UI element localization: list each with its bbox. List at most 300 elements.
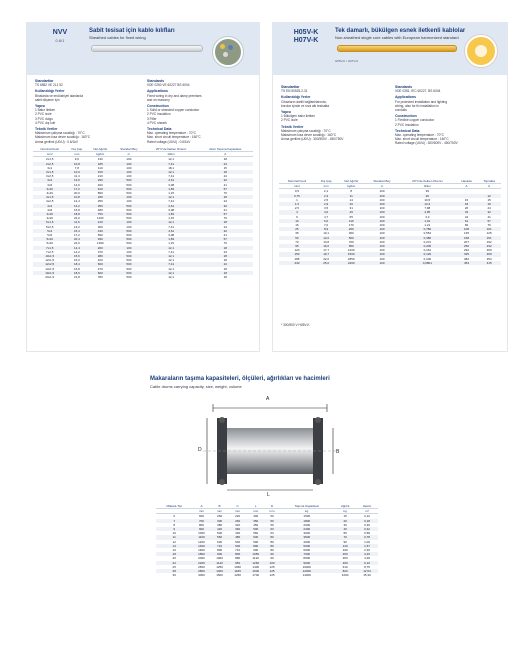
catalog-page-cable-drums [150,376,384,666]
table-cell: 12,1 [145,195,198,199]
table-cell: 4 [279,210,315,214]
product-code: H05V-K H07V-K [293,29,319,44]
spec-text: VDE 0281, IEC 60227, BS 6004 [395,89,441,94]
table-cell: 100 [365,210,399,214]
column-unit: m³ [356,509,378,514]
column-header: B [211,504,229,509]
dimension-label-b: B [336,449,340,455]
column-unit: mm [211,509,229,514]
table-cell: 100 [379,197,385,202]
table-cell: 309 [477,252,501,256]
table-cell: 10x1,5 [33,254,66,258]
table-cell: 13,8 [323,239,330,244]
page-title: Tek damarlı, bükülgen esnek iletkenli kablolar [335,28,466,34]
table-cell: 2000 [198,556,205,561]
table-cell: 380 [87,254,113,258]
spec-block [147,89,255,102]
table-cell: 7,41 [168,249,175,254]
spec-block [395,129,503,146]
table-cell: 24 [198,262,253,266]
table-cell: 80 [270,539,274,544]
spec-heading: Standards [147,79,165,83]
spec-text: 1 Solid or stranded copper conductor 2 PVC insulation 3 Filler 4 PVC sheath [147,108,200,125]
table-cell: 19,5 [424,197,431,202]
drum-spec-table [156,504,378,577]
spec-block [281,110,389,123]
spec-heading: Standartlar [35,79,54,83]
table-cell: 15 [487,197,491,202]
cable-spec-table [33,147,253,279]
table-cell: 76 [223,241,227,246]
spec-left-column [281,85,389,143]
spec-block [281,85,389,93]
table-cell: 420 [211,527,229,531]
column-unit: mm [265,509,280,514]
table-cell: 24 [223,249,227,254]
table-cell: 1500 [216,573,223,578]
table-cell: 18 [198,246,253,250]
table-cell: 100 [365,252,399,256]
single-core-cable-icon [465,35,497,67]
table-cell: 1,83 [145,212,198,216]
column-header: D [265,504,280,509]
table-cell: 260 [334,552,356,556]
table-cell: 300 [211,519,229,523]
column-header: L [247,504,265,509]
table-cell: 12 [477,194,501,198]
table-cell: 470 [97,266,103,271]
table-cell: 2x2,5 [33,162,66,166]
table-cell: 15,8 [73,207,80,212]
spec-right-column [147,79,255,146]
column-header: Net Ağırlık [337,179,365,184]
column-unit: mm [229,509,247,514]
table-cell: 7 [156,519,192,523]
spec-heading: Construction [395,114,417,119]
table-cell: 950 [229,561,247,565]
spec-heading: Teknik Veriler [35,127,58,132]
table-cell: 3000 [303,531,311,536]
table-cell: 600 [229,544,247,548]
table-cell: 7,98 [424,206,431,211]
spec-block [35,89,143,102]
table-cell: 41 [223,233,227,238]
table-cell: 430 [87,229,113,233]
table-footnote: * 300/500 V H05V-K [281,323,310,327]
table-cell: 57 [198,237,253,241]
table-cell: 3x4 [33,178,66,182]
table-cell: 7,41 [168,174,175,179]
table-cell: 710 [235,548,241,553]
table-cell: 14,6 [73,182,80,187]
table-cell: 20 [337,202,365,206]
table-cell: 100 [126,249,132,254]
table-cell: 100 [365,244,399,248]
table-cell: 350 [87,204,113,208]
spec-heading: Technical Data [147,127,172,132]
table-cell: 950 [337,244,365,248]
table-cell: 1000 [198,531,205,536]
table-cell: 15 [223,165,227,170]
table-cell: 39 [425,189,429,194]
column-header: Taşıma Kapasitesi [279,504,334,509]
table-cell: 630 [247,535,265,539]
column-unit: m [365,184,399,189]
column-header: Akım Taşıma Kapasitesi [198,147,253,152]
table-cell: 10,8 [66,195,87,199]
column-header: Ağırlık [334,504,356,509]
table-cell: 353 [486,256,492,261]
table-cell: 12,1 [168,157,175,162]
table-cell: 0,12 [364,514,370,519]
table-cell: 1200 [347,248,355,253]
table-cell: 800 [198,522,204,527]
table-cell: 3x1 [47,165,53,170]
table-cell: 500 [217,531,223,536]
table-cell: 12,54 [356,569,378,573]
table-cell: 360 [348,231,354,236]
table-cell: 20 [334,519,356,523]
table-cell: 450 [253,522,259,527]
spec-right-column [395,85,503,148]
spec-text: Binalarda ve endüstriyel alanlarda sabit döşeme için [35,93,84,102]
page-title: Makaraların taşıma kapasiteleri, ölçüleri, ağırlıkları ve hacimleri [150,376,330,382]
table-cell: 350 [247,519,265,523]
table-cell: 370 [97,249,103,254]
table-cell: 900 [211,552,229,556]
table-cell: 6 [173,514,176,519]
table-cell: 500 [126,191,132,196]
table-cell: 630 [217,539,223,544]
table-cell: 12,1 [168,275,175,280]
table-cell: 100 [126,157,132,162]
table-cell: 292 [464,248,470,253]
table-cell: 800 [217,548,223,553]
column-unit: mm [66,152,87,157]
table-cell: 151 [477,236,501,240]
table-cell: 1100 [97,216,104,221]
table-cell: 4,7 [324,214,329,219]
table-cell: 20,0 [73,191,80,196]
table-cell: 50 [265,519,280,523]
column-unit: Ω/km [399,184,456,189]
table-cell: 590 [97,233,103,238]
spec-heading: Applications [395,95,417,100]
table-cell: 41 [223,207,227,212]
table-cell: 500 [113,204,145,208]
table-cell: 24 [487,206,491,211]
table-cell: 1200 [198,539,205,544]
table-cell: 240 [279,261,315,265]
table-cell: 900 [253,548,259,553]
page-subtitle: Sheathed cables for fixed wiring [89,35,146,40]
table-cell: 8 [350,189,353,194]
table-cell: 12x2,5 [33,262,66,266]
table-cell: 125 [265,569,280,573]
column-unit: A [456,184,478,189]
table-cell: 7,41 [168,224,175,229]
table-cell: 6 [296,214,298,219]
table-cell: 25 [172,564,176,569]
table-cell: 18 [198,195,253,199]
table-cell: 12,4 [73,199,80,204]
table-cell: 170 [348,223,354,228]
column-header: 20°C'de İletken Direnci [145,147,198,152]
table-cell: 560 [253,531,259,536]
table-cell: 18,6 [66,271,87,275]
table-cell: 700 [348,239,354,244]
table-cell: 26 [399,194,456,198]
table-cell: 82 [464,223,469,228]
spec-block [35,79,143,87]
table-row [33,275,253,279]
column-unit: kg [279,509,334,514]
table-cell: 1500 [303,514,311,519]
table-cell: 430 [235,531,241,536]
table-cell: 11 [337,194,365,198]
table-cell: 22,0 [323,256,330,261]
table-cell: 8,9 [315,227,337,231]
column-unit: kg/km [87,152,113,157]
table-cell: 12,1 [168,266,175,271]
table-cell: 500 [126,258,132,263]
table-cell: 300 [97,224,103,229]
table-cell: 22,0 [73,216,80,221]
table-cell: 95 [279,244,315,248]
table-cell: 1,91 [399,219,456,223]
table-cell: 2,9 [315,202,337,206]
table-cell: 1390 [96,241,104,246]
table-cell: 500 [126,207,132,212]
table-cell: 2,3 [315,194,337,198]
cable-cross-section-icon [213,37,243,67]
dimension-label-d: D [198,447,202,453]
table-cell: 100 [113,170,145,174]
table-cell: 9,6 [74,157,79,162]
table-cell: 5x10 [33,237,66,241]
column-header: C [229,504,247,509]
table-cell: 530 [235,539,241,544]
table-cell: 3,3 [425,214,430,219]
column-header: 20°C'de İletken Direnci [399,179,456,184]
table-cell: 7,41 [168,199,175,204]
table-cell: 0,75 [279,194,315,198]
column-unit: mm [192,509,210,514]
table-cell: 80 [270,548,274,553]
table-cell: 210 [87,220,113,224]
table-cell: 500 [113,237,145,241]
table-cell: 500 [113,178,145,182]
table-cell: 90 [265,552,280,556]
table-cell: 12,4 [66,246,87,250]
table-cell: 7000 [279,552,334,556]
table-cell: 350 [342,556,348,561]
table-cell: 4,61 [145,204,198,208]
table-cell: 1000 [216,556,223,561]
table-cell: 1800 [192,552,210,556]
table-cell: 150 [87,170,113,174]
table-cell: 600 [87,271,113,275]
table-cell: 500 [126,216,132,221]
table-cell: 12,1 [168,258,175,263]
table-cell: 7,8 [74,165,79,170]
table-cell: 3,5 [324,206,329,211]
table-cell: 1800 [279,519,334,523]
table-cell: 76 [223,191,227,196]
table-cell: 16,0 [73,258,80,263]
table-cell: 800 [229,552,247,556]
table-cell: 100 [365,227,399,231]
table-cell: 18 [223,275,227,280]
spec-block [147,104,255,125]
table-cell: 18 [198,254,253,258]
table-cell: 0,5 [294,189,300,194]
table-cell: 80 [265,544,280,548]
table-cell: 108 [456,227,478,231]
product-voltage: 0.6/1 [55,38,65,43]
table-cell: 3x10 [33,187,66,191]
spec-text: Max. operating temperature : 70°C Max. short circuit temperature : 160°C Rated voltage (U0/U) : 0.6/1kV [147,131,201,144]
table-cell: 1850 [347,256,355,261]
table-cell: 13,2 [73,224,80,229]
table-cell: 24 [223,174,227,179]
table-cell: 140 [334,544,356,548]
table-cell: 32 [198,204,253,208]
table-cell: 100 [379,214,385,219]
table-cell: 12,1 [145,271,198,275]
table-cell: 710 [211,544,229,548]
table-cell: 0,78 [356,535,378,539]
table-cell: 16,0 [315,244,337,248]
table-cell: 500 [113,229,145,233]
table-cell: 290 [87,178,113,182]
table-cell: 453 [456,261,478,265]
table-cell: 415 [477,261,501,265]
table-cell: 1,83 [145,187,198,191]
table-cell: 100 [379,223,385,228]
table-cell: 63 [265,527,280,531]
table-cell: 210 [97,174,103,179]
table-cell: 100 [379,189,385,194]
table-cell: 16,8 [73,266,80,271]
table-cell: 1600 [247,569,265,573]
table-cell: 57 [198,187,253,191]
table-cell: 8,75 [364,564,370,569]
table-cell: 480 [97,207,103,212]
table-cell: 800 [247,544,265,548]
table-cell: 2800 [192,569,210,573]
cable-image [91,45,203,52]
table-cell: 101 [477,227,501,231]
table-cell: 5000 [279,544,334,548]
table-cell: 100 [113,220,145,224]
table-cell: 100 [379,231,385,236]
table-cell: 55 [343,531,347,536]
table-cell: 5x1,5 [33,220,66,224]
table-cell: 18 [223,258,227,263]
table-cell: 610 [87,187,113,191]
spec-text: TS 6582 VE 2L1 52 [35,83,63,88]
table-cell: 1,15 [168,216,175,221]
table-cell: 5x16 [46,241,53,246]
table-cell: 1600 [198,548,205,553]
column-header: Dış Çap [315,179,337,184]
table-cell: 19x1,5 [33,271,66,275]
table-cell: 17,7 [323,248,330,253]
table-cell: 1000 [341,573,349,578]
table-cell: 5x6 [47,233,53,238]
table-cell: 0,0801 [399,261,456,265]
table-cell: 150 [279,252,315,256]
table-cell: 18 [198,220,253,224]
table-cell: 20,4 [66,237,87,241]
table-cell: 380 [217,522,223,527]
table-cell: 24,0 [73,241,80,246]
table-cell: 70 [295,239,299,244]
column-header: Dış Çap [66,147,87,152]
table-cell: 420 [97,258,103,263]
table-cell: 32 [477,210,501,214]
column-unit: mm [247,509,265,514]
spec-text: Maksimum çalışma sıcaklığı : 70°C Maksimum kısa devre sıcaklığı : 160°C Anma gerilimi (U0/U) : 0.6/1kV [35,131,91,144]
table-cell: 500 [113,212,145,216]
table-cell: 900 [192,527,210,531]
table-cell: 12,1 [145,254,198,258]
table-cell: 0,129 [399,252,456,256]
table-cell: 500 [113,187,145,191]
spec-heading: Teknik Veriler [281,124,304,129]
table-cell: 1400 [192,544,210,548]
table-cell: 6,10 [356,561,378,565]
table-cell: 250 [97,199,103,204]
table-cell: 1400 [211,569,229,573]
table-cell: 880 [235,556,241,561]
table-cell: 15,30 [363,573,371,578]
table-cell: 4x1,5 [33,195,66,199]
spec-text: TS EN 50525-2-31 [281,89,308,94]
table-cell: 110 [337,219,365,223]
table-cell: 0,161 [423,248,432,253]
table-cell: 232 [477,244,501,248]
column-unit: A [198,152,253,157]
table-cell: 207 [464,239,470,244]
table-cell: 35 [295,231,299,236]
table-cell: 100 [365,261,399,265]
table-cell: 11,4 [74,174,80,179]
table-cell: 18 [456,202,478,206]
table-cell: 17,2 [73,233,80,238]
table-cell: 14x1,5 [45,266,55,271]
table-cell: 500 [337,236,365,240]
spec-heading: Standartlar [281,85,300,89]
page-header [273,23,507,75]
table-cell: 25,0 [315,261,337,265]
table-cell: 57 [198,212,253,216]
table-cell: 1060 [234,564,241,569]
table-cell: 30 [343,522,347,527]
table-cell: 500 [126,266,132,271]
table-cell: 0,386 [399,236,456,240]
table-cell: 1120 [211,561,229,565]
page-subtitle: Cable drums carrying capacity, size, weight, volume [150,384,242,389]
table-cell: 13,0 [66,178,87,182]
table-cell: 25 [279,227,315,231]
table-cell: 168 [456,236,478,240]
table-cell: 500 [247,527,265,531]
table-cell: 600 [198,514,204,519]
table-cell: 100 [365,236,399,240]
table-cell: 500 [113,262,145,266]
